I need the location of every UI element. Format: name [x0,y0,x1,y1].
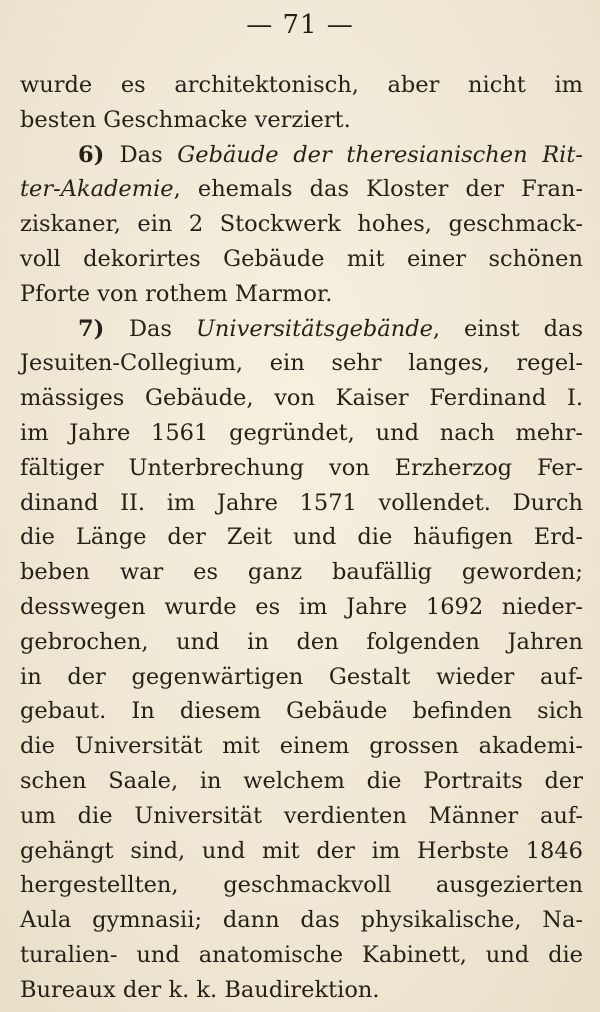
emphasized-text: Universitätsgebände [195,315,433,342]
text-run: die Universität mit einem grossen akademi- [20,733,583,760]
text-line [20,555,583,590]
text-line [20,172,583,207]
text-line [20,660,583,695]
text-run: gebaut. In diesem Gebäude befinden sich [20,698,583,725]
text-run: Aula gymnasii; dann das physikalische, Na- [20,907,583,934]
text-line [20,903,583,938]
text-run: beben war es ganz baufällig geworden; [20,559,583,586]
text-run: gebrochen, und in den folgenden Jahren [20,628,583,655]
text-run: , ehemals das Kloster der Fran- [173,176,583,203]
text-run: Das [128,315,196,342]
text-run: Bureaux der k. k. Baudirektion. [20,976,380,1003]
text-run: fältiger Unterbrechung von Erzherzog Fer- [20,454,583,481]
body-text [20,68,583,1008]
text-run: die Länge der Zeit und die häufigen Erd- [20,524,583,551]
text-run: im Jahre 1561 gegründet, und nach mehr- [20,419,583,446]
text-run: schen Saale, in welchem die Portraits der [20,767,583,794]
text-line [20,799,583,834]
text-run: besten Geschmacke verziert. [20,106,351,133]
text-run: gehängt sind, und mit der im Herbste 1846 [20,837,583,864]
text-line [20,103,583,138]
text-line [20,277,583,312]
text-line [20,729,583,764]
text-line [20,346,583,381]
text-line [20,242,583,277]
text-line [20,138,583,173]
text-run: ziskaner, ein 2 Stockwerk hohes, geschmack- [20,211,583,238]
text-run: hergestellten, geschmackvoll ausgezierten [20,872,583,899]
text-run: Das [119,141,178,168]
text-line [20,590,583,625]
text-run: in der gegenwärtigen Gestalt wieder auf- [20,663,583,690]
text-line [20,486,583,521]
text-line [20,451,583,486]
text-line [20,834,583,869]
item-number: 6) [78,141,120,168]
text-line [20,207,583,242]
text-line [20,68,583,103]
text-line [20,625,583,660]
text-line [20,694,583,729]
emphasized-text: ter-Akademie [20,176,174,203]
text-line [20,973,583,1008]
text-run: Jesuiten-Collegium, ein sehr langes, regel- [20,350,583,377]
text-run: Pforte von rothem Marmor. [20,280,333,307]
text-run: wurde es architektonisch, aber nicht im [20,72,583,98]
text-line [20,868,583,903]
text-line [20,520,583,555]
text-run: dinand II. im Jahre 1571 vollendet. Durch [20,489,583,516]
text-line [20,416,583,451]
text-line [20,938,583,973]
emphasized-text: Gebäude der theresianischen Rit- [177,141,584,168]
text-run: desswegen wurde es im Jahre 1692 nieder- [20,593,583,620]
text-line [20,381,583,416]
text-run: turalien- und anatomische Kabinett, und die [20,941,583,968]
text-line [20,764,583,799]
text-run: mässiges Gebäude, von Kaiser Ferdinand I. [20,385,583,412]
text-line [20,312,583,347]
page-number-header: — 71 — [246,10,354,40]
item-number: 7) [78,315,129,342]
text-run: , einst das [432,315,583,342]
text-run: um die Universität verdienten Männer auf- [20,802,583,829]
text-run: voll dekorirtes Gebäude mit einer schönen [20,245,583,272]
